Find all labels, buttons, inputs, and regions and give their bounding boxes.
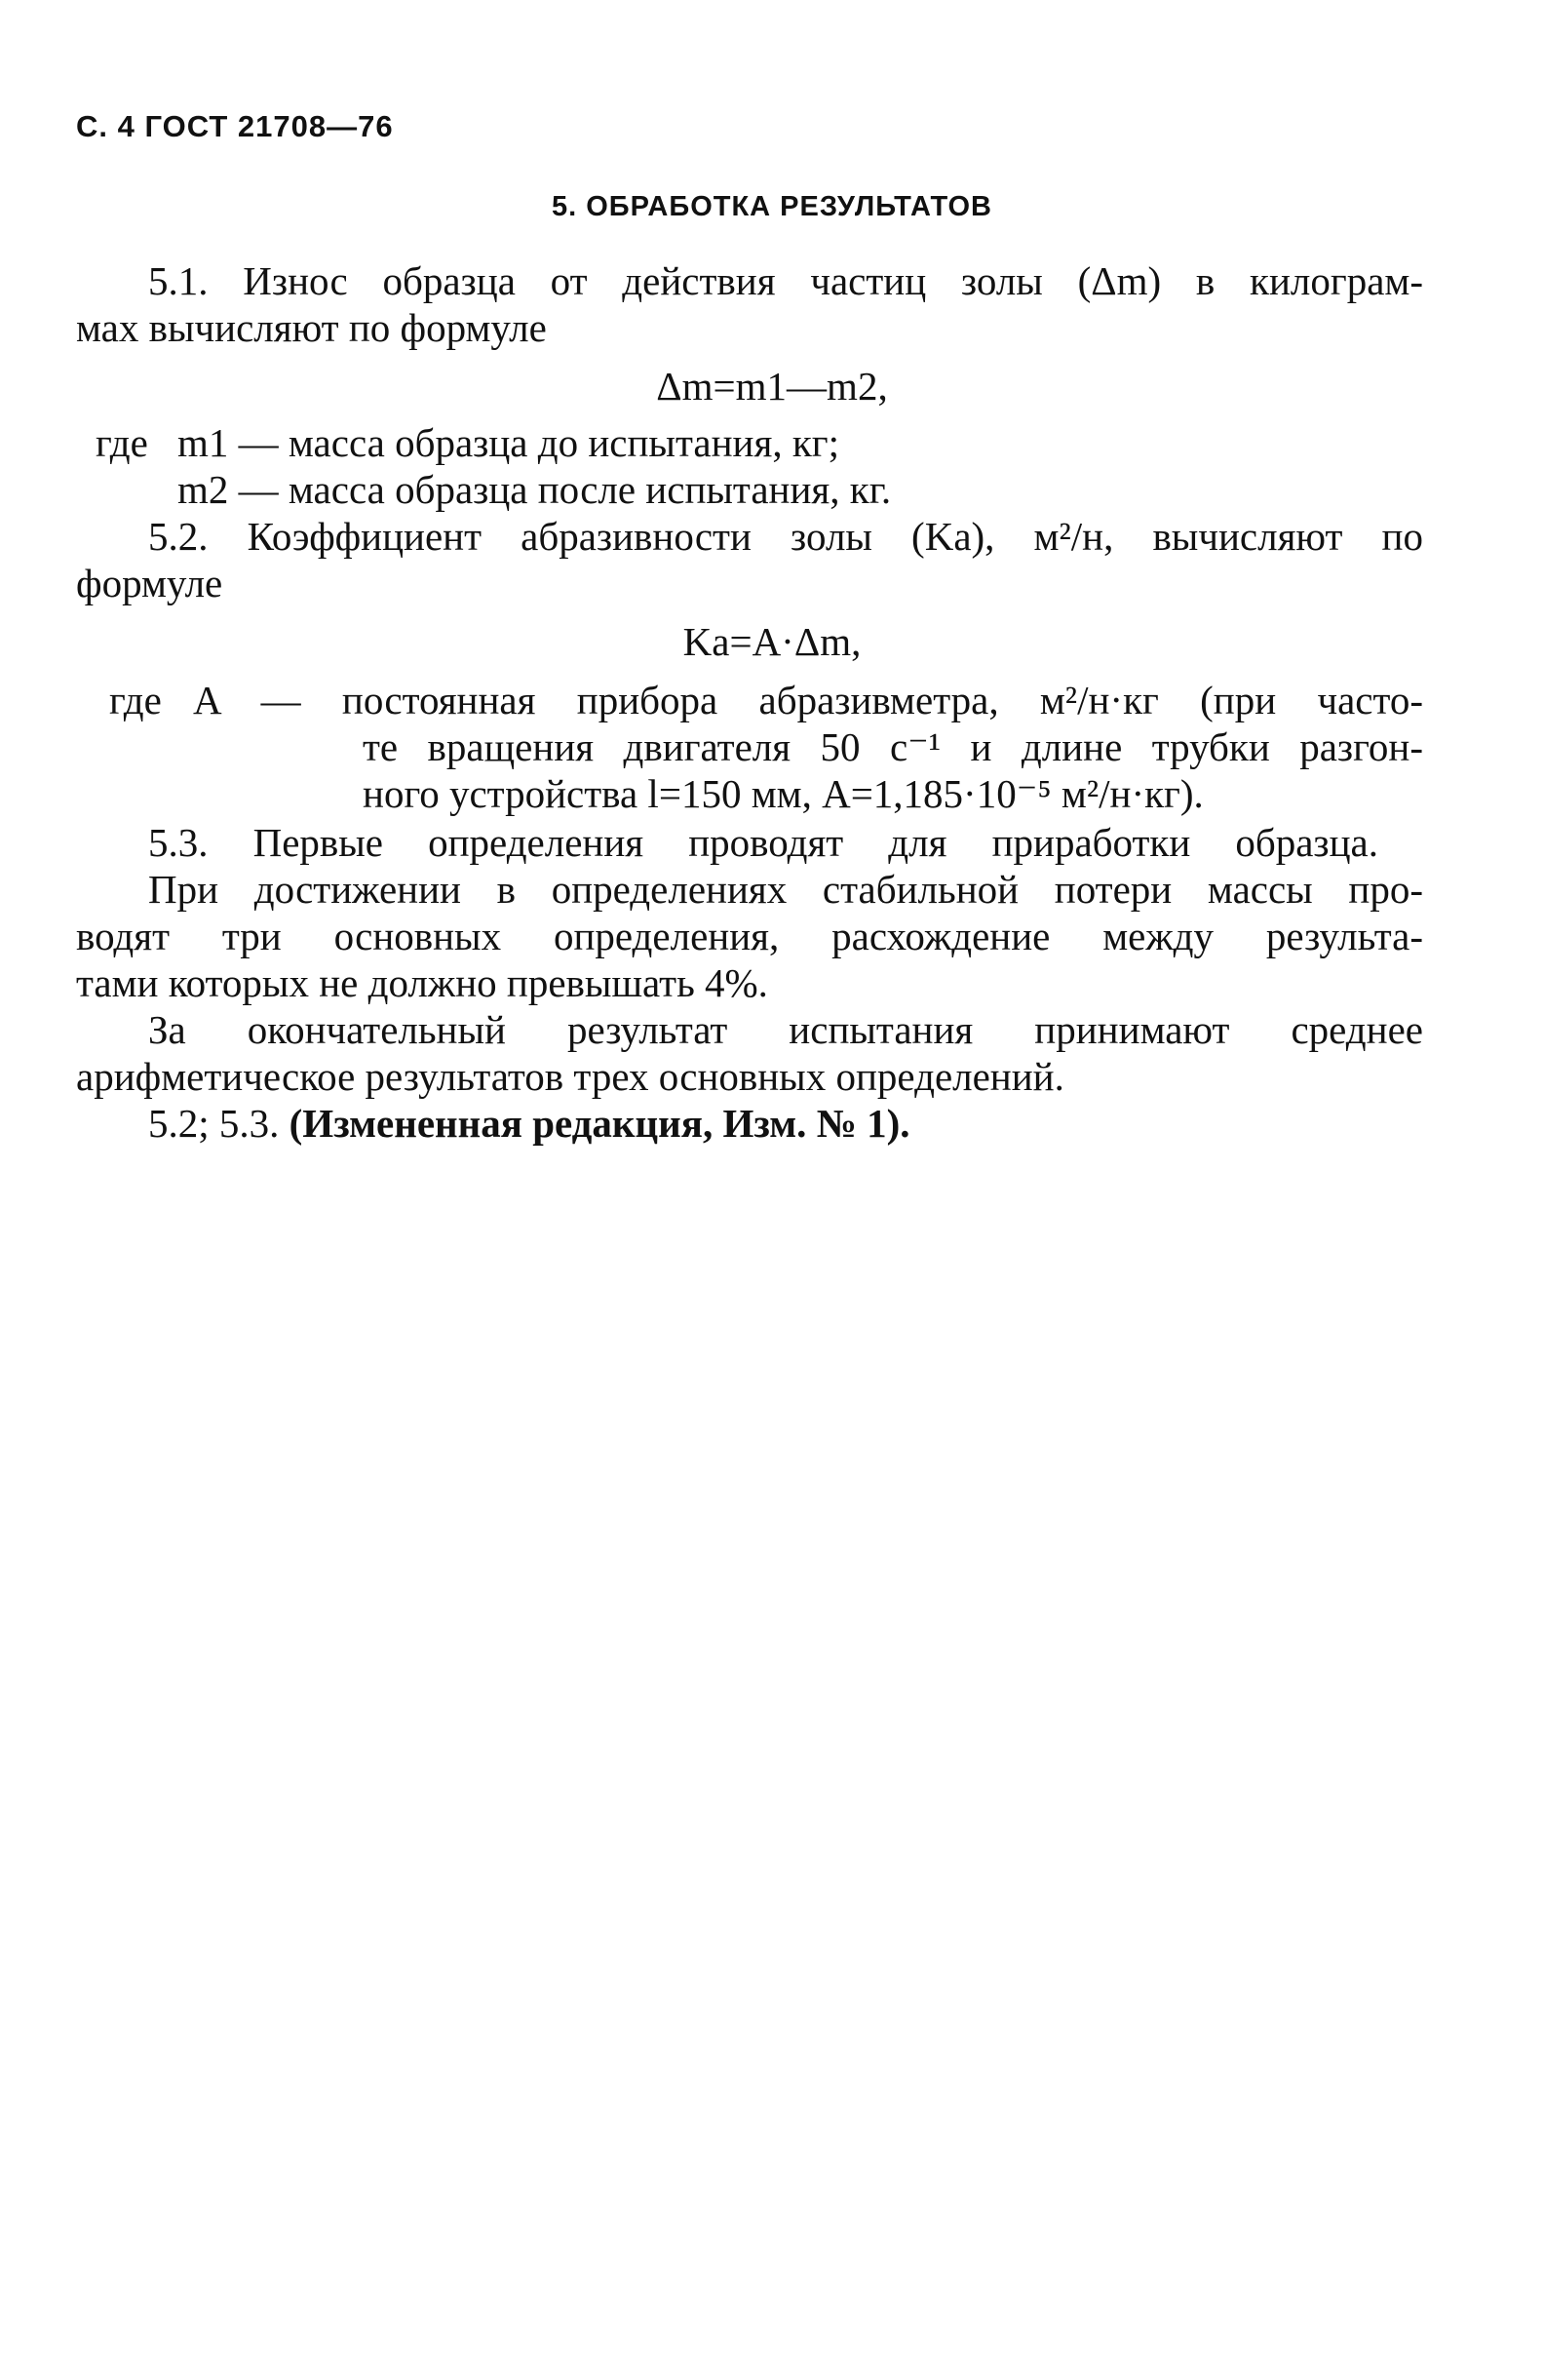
amendment-prefix: 5.2; 5.3. bbox=[148, 1101, 280, 1146]
p51-line1: 5.1. Износ образца от действия частиц золы (Δm) в килограм- bbox=[148, 258, 1423, 303]
p52-where-prefix: где bbox=[109, 678, 162, 722]
formula-delta-m: Δm=m1—m2, bbox=[656, 364, 888, 409]
amendment-text: (Измененная редакция, Изм. № 1). bbox=[289, 1101, 910, 1146]
p52-where3: ного устройства l=150 мм, A=1,185·10⁻⁵ м²/н·кг). bbox=[363, 771, 1204, 816]
p52-where2: те вращения двигателя 50 с⁻¹ и длине трубки разгон- bbox=[363, 724, 1423, 769]
page-header: С. 4 ГОСТ 21708—76 bbox=[76, 109, 394, 143]
p51-where-prefix: где bbox=[96, 420, 148, 465]
p53-line1: 5.3. Первые определения проводят для приработки образца. bbox=[148, 820, 1378, 865]
p53-line5: За окончательный результат испытания принимают среднее bbox=[148, 1007, 1423, 1052]
p51-where2: m2 — масса образца после испытания, кг. bbox=[177, 467, 892, 512]
p52-where1: A — постоянная прибора абразивметра, м²/н·кг (при часто- bbox=[193, 678, 1423, 722]
amendment-note bbox=[148, 1100, 910, 1147]
p51-line2: мах вычисляют по формуле bbox=[76, 305, 547, 350]
p53-line3: водят три основных определения, расхождение между результа- bbox=[76, 914, 1423, 958]
p53-line6: арифметическое результатов трех основных определений. bbox=[76, 1054, 1064, 1099]
section-title: 5. ОБРАБОТКА РЕЗУЛЬТАТОВ bbox=[551, 191, 993, 222]
formula-ka: Kа=A·Δm, bbox=[682, 619, 862, 664]
p52-line2: формуле bbox=[76, 561, 223, 605]
p53-line4: тами которых не должно превышать 4%. bbox=[76, 960, 768, 1005]
p51-where1: m1 — масса образца до испытания, кг; bbox=[177, 420, 839, 465]
p53-line2: При достижении в определениях стабильной потери массы про- bbox=[148, 867, 1423, 912]
p52-line1: 5.2. Коэффициент абразивности золы (Kа), м²/н, вычисляют по bbox=[148, 514, 1423, 559]
